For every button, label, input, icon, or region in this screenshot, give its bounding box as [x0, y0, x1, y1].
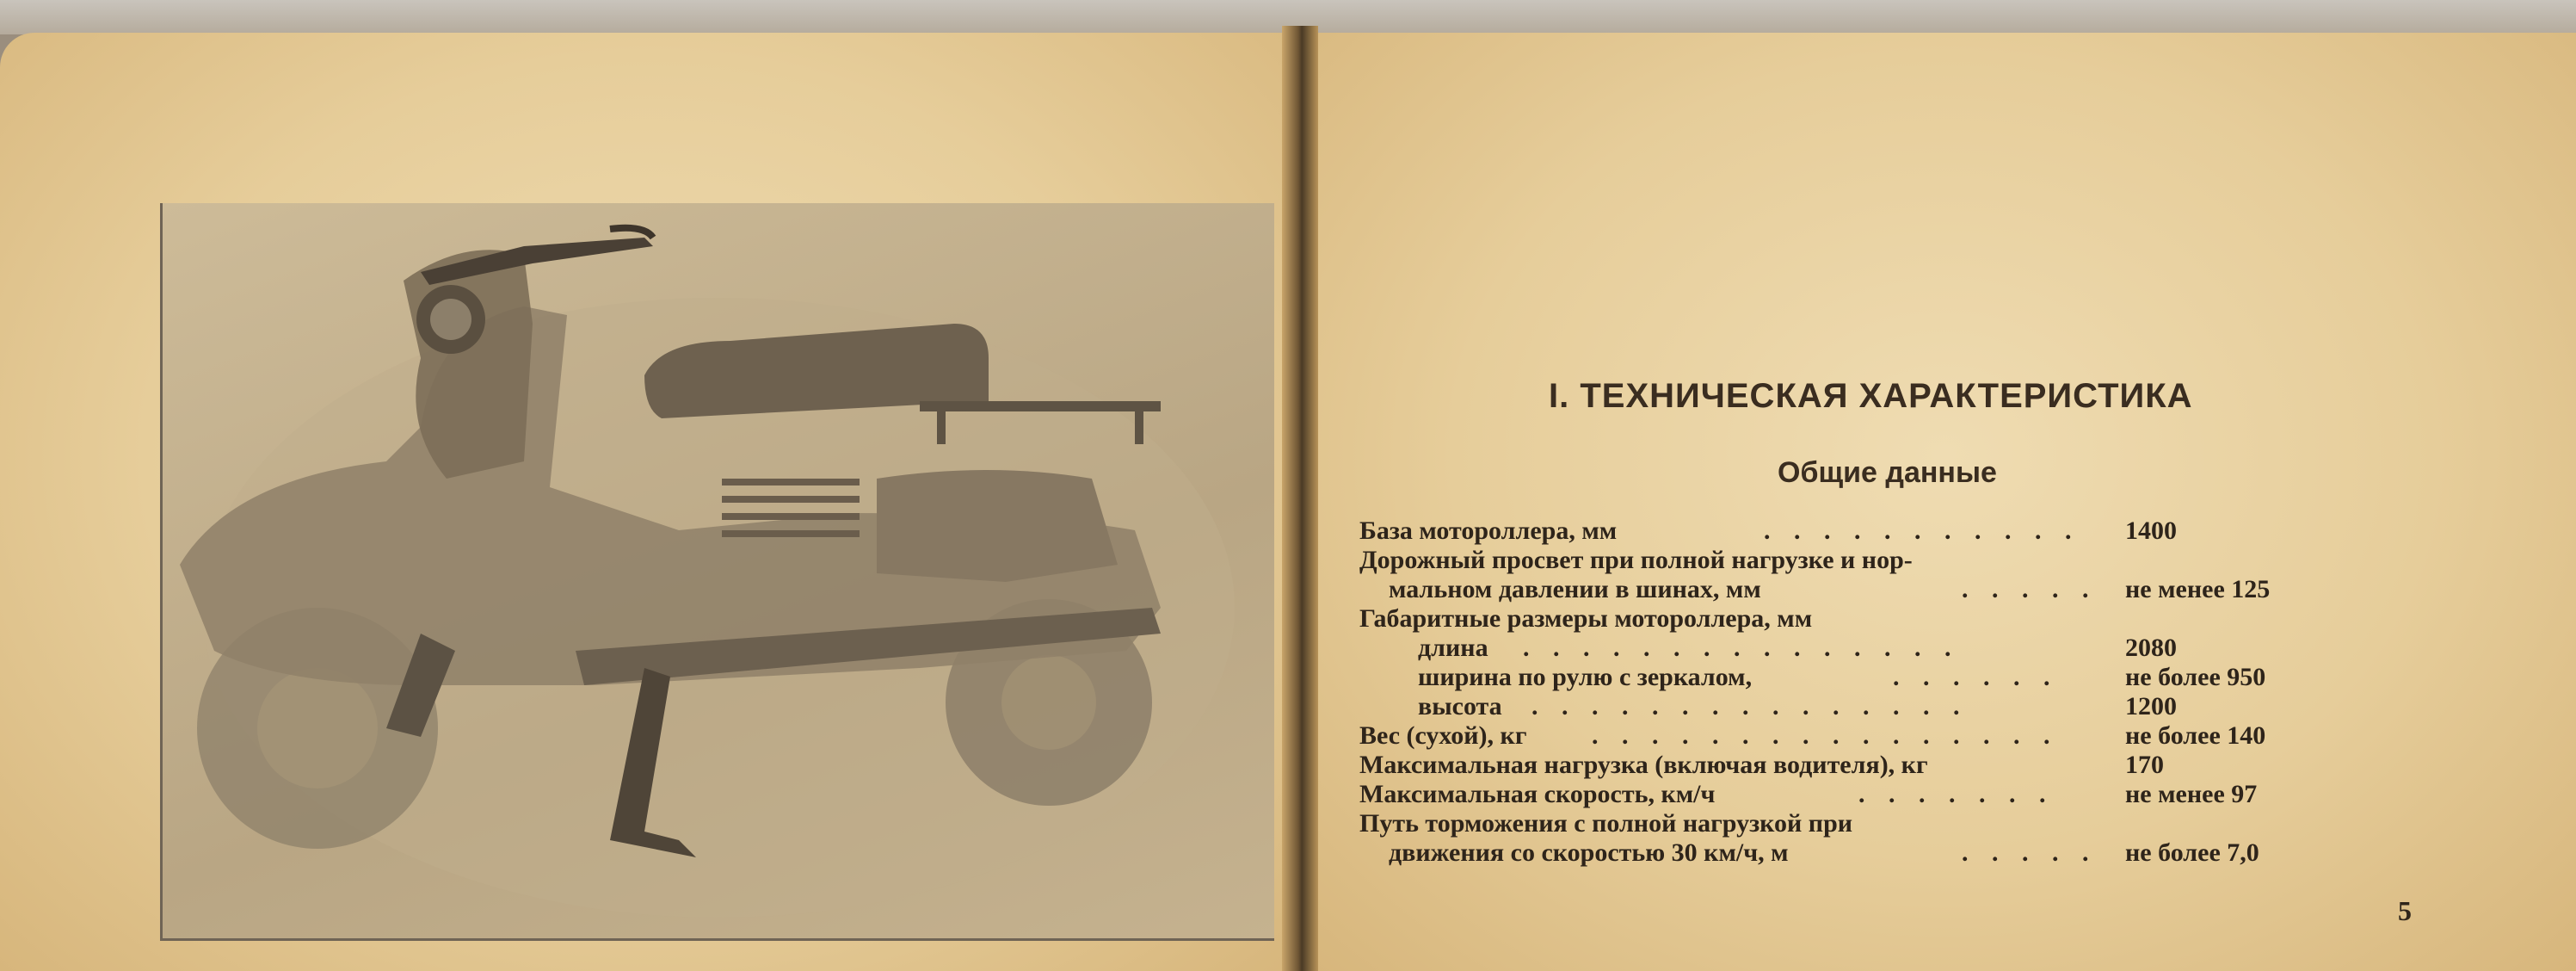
scooter-photo: [160, 203, 1274, 941]
spec-row: [1359, 809, 2332, 838]
spec-label: Дорожный просвет при полной нагрузке и нор-: [1359, 546, 1913, 574]
leader-dots: . . . . . . . . . . . . . . .: [1523, 634, 1960, 662]
scooter-illustration: [163, 203, 1274, 938]
spec-row: [1359, 575, 2332, 604]
leader-dots: . . . . . . .: [1858, 780, 2055, 808]
spec-value: не менее 97: [2125, 780, 2258, 808]
spec-row: [1359, 780, 2332, 809]
section-subheading: Общие данные: [1778, 456, 1997, 489]
spec-label: высота: [1418, 692, 1502, 721]
spec-value: 2080: [2125, 634, 2177, 662]
spec-label: Вес (сухой), кг: [1359, 721, 1527, 750]
spec-row: [1359, 634, 2332, 663]
spec-label: движения со скоростью 30 км/ч, м: [1389, 838, 1789, 867]
page-number: 5: [2398, 895, 2412, 926]
spec-value: не более 7,0: [2125, 838, 2259, 867]
spec-row: [1359, 838, 2332, 868]
spec-label: Максимальная нагрузка (включая водителя), кг: [1359, 751, 1928, 779]
leader-dots: . . . . . . . . . . . . . . . .: [1592, 721, 2059, 750]
spec-row: [1359, 692, 2332, 721]
spec-label: Максимальная скорость, км/ч: [1359, 780, 1716, 808]
leader-dots: . . . . .: [1962, 575, 2098, 603]
spec-row: [1359, 516, 2332, 546]
spec-row: [1359, 546, 2332, 575]
spec-value: не более 950: [2125, 663, 2266, 691]
book-spine: [1282, 26, 1318, 971]
spec-row: [1359, 663, 2332, 692]
spec-value: 1200: [2125, 692, 2177, 721]
spec-label: Габаритные размеры мотороллера, мм: [1359, 604, 1813, 633]
spec-label: Путь торможения с полной нагрузкой при: [1359, 809, 1853, 838]
section-heading: I. ТЕХНИЧЕСКАЯ ХАРАКТЕРИСТИКА: [1549, 377, 2193, 415]
spec-label: ширина по рулю с зеркалом,: [1418, 663, 1753, 691]
spec-label: мальном давлении в шинах, мм: [1389, 575, 1761, 603]
spec-value: 170: [2125, 751, 2164, 779]
spec-row: [1359, 751, 2332, 780]
leader-dots: . . . . .: [1962, 838, 2098, 867]
spec-row: [1359, 604, 2332, 634]
leader-dots: . . . . . . . . . . .: [1764, 516, 2080, 545]
leader-dots: . . . . . .: [1893, 663, 2059, 691]
spec-label: длина: [1418, 634, 1488, 662]
spec-value: 1400: [2125, 516, 2177, 545]
spec-table: [1359, 516, 2332, 868]
spec-label: База мотороллера, мм: [1359, 516, 1618, 545]
spec-row: [1359, 721, 2332, 751]
leader-dots: . . . . . . . . . . . . . . .: [1531, 692, 1969, 721]
spec-value: не менее 125: [2125, 575, 2271, 603]
spec-value: не более 140: [2125, 721, 2266, 750]
